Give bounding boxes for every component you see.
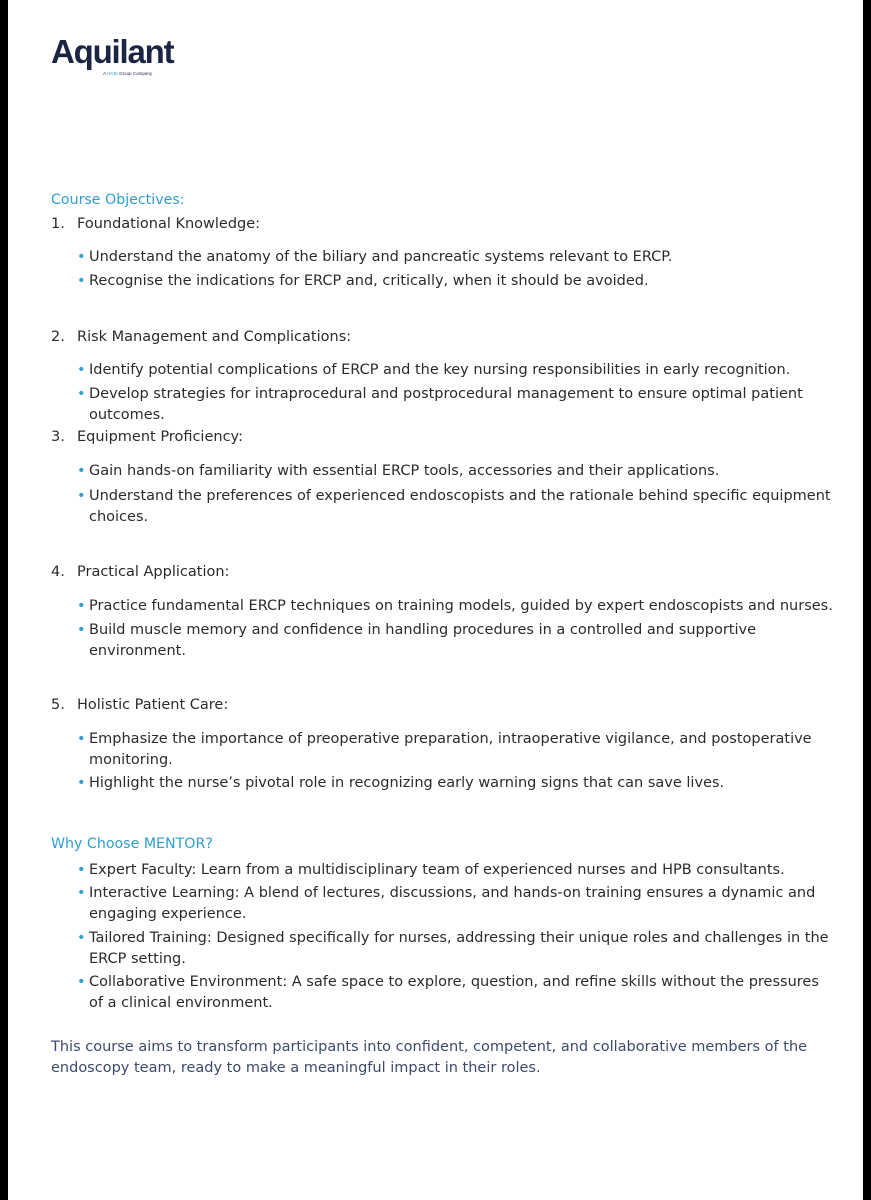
bullet-icon: • xyxy=(77,488,86,504)
list-item: • Understand the preferences of experienced endoscopists and the rationale behind specific equipment choices. xyxy=(77,488,831,525)
objective-heading: 3. Equipment Proficiency: xyxy=(51,429,243,445)
list-item: • Interactive Learning: A blend of lectures, discussions, and hands-on training ensures a dynamic and engaging experience. xyxy=(77,885,816,922)
bullet-icon: • xyxy=(77,862,86,878)
list-item: • Expert Faculty: Learn from a multidisciplinary team of experienced nurses and HPB consultants. xyxy=(77,860,837,881)
left-edge xyxy=(0,0,8,1200)
list-item: • Develop strategies for intraprocedural and postprocedural management to ensure optimal patient outcomes. xyxy=(77,386,803,423)
objective-heading: 2. Risk Management and Complications: xyxy=(51,329,352,345)
bullet-icon: • xyxy=(77,775,86,791)
list-item: • Highlight the nurse’s pivotal role in recognizing early warning signs that can save lives. xyxy=(77,773,837,794)
list-item: • Emphasize the importance of preoperative preparation, intraoperative vigilance, and postoperative monitoring. xyxy=(77,731,812,768)
objective-heading: 1. Foundational Knowledge: xyxy=(51,216,261,232)
brand-name: Aquilant xyxy=(51,33,174,70)
bullet-icon: • xyxy=(77,598,86,614)
bullet-icon: • xyxy=(77,731,86,747)
list-item: • Collaborative Environment: A safe space to explore, question, and refine skills without the pressures of a clinical environment. xyxy=(77,974,819,1011)
list-item: • Build muscle memory and confidence in handling procedures in a controlled and supportive environment. xyxy=(77,622,756,659)
bullet-icon: • xyxy=(77,273,86,289)
list-item: • Identify potential complications of ERCP and the key nursing responsibilities in early recognition. xyxy=(77,360,837,381)
bullet-icon: • xyxy=(77,463,86,479)
course-objectives-title: Course Objectives: xyxy=(51,192,185,208)
brand-tagline: A HCBI Group Company xyxy=(103,71,153,76)
bullet-icon: • xyxy=(77,622,86,638)
list-item: • Tailored Training: Designed specifically for nurses, addressing their unique roles and challenges in the ERCP setting. xyxy=(77,930,829,967)
objective-heading: 4. Practical Application: xyxy=(51,564,230,580)
list-item: • Practice fundamental ERCP techniques on training models, guided by expert endoscopists and nurses. xyxy=(77,596,837,617)
bullet-icon: • xyxy=(77,885,86,901)
list-item: • Understand the anatomy of the biliary and pancreatic systems relevant to ERCP. xyxy=(77,247,837,268)
why-choose-title: Why Choose MENTOR? xyxy=(51,836,213,852)
objective-heading: 5. Holistic Patient Care: xyxy=(51,697,229,713)
list-item: • Recognise the indications for ERCP and, critically, when it should be avoided. xyxy=(77,271,837,292)
bullet-icon: • xyxy=(77,362,86,378)
bullet-icon: • xyxy=(77,249,86,265)
brand-logo xyxy=(51,33,174,76)
bullet-icon: • xyxy=(77,930,86,946)
right-edge xyxy=(863,0,871,1200)
list-item: • Gain hands-on familiarity with essential ERCP tools, accessories and their applications. xyxy=(77,461,837,482)
bullet-icon: • xyxy=(77,974,86,990)
conclusion-paragraph: This course aims to transform participants into confident, competent, and collaborative members of the endoscopy team, ready to make a meaningful impact in their roles. xyxy=(51,1039,808,1076)
bullet-icon: • xyxy=(77,386,86,402)
